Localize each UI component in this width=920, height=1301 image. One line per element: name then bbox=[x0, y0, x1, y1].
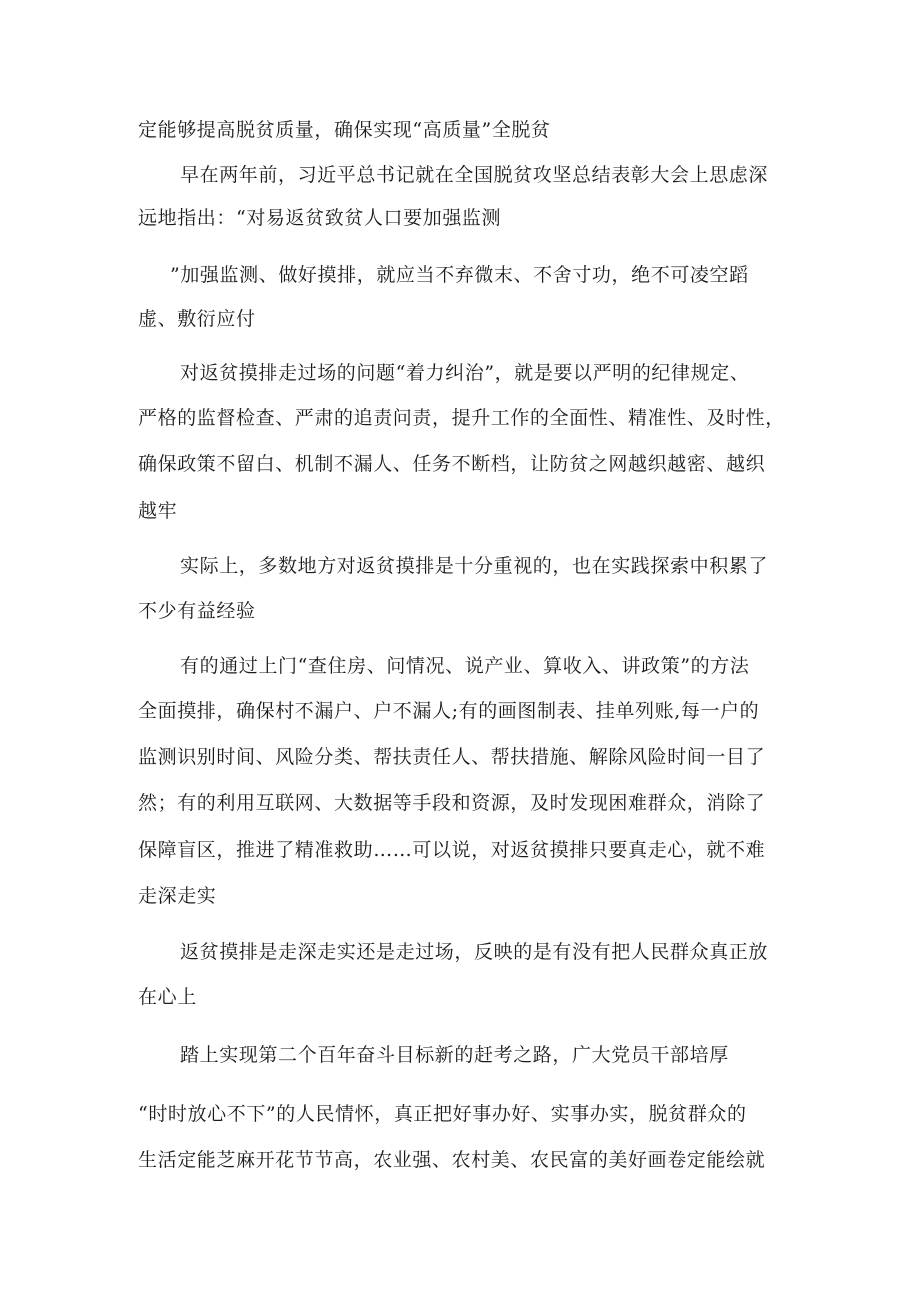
text-line: 全面摸排，确保村不漏户、户不漏人;有的画图制表、挂单列账,每一户的 bbox=[138, 700, 760, 722]
text-line: 早在两年前，习近平总书记就在全国脱贫攻坚总结表彰大会上思虑深 bbox=[180, 164, 769, 186]
text-line: 生活定能芝麻开花节节高，农业强、农村美、农民富的美好画卷定能绘就 bbox=[138, 1149, 766, 1171]
text-line: 越牢 bbox=[138, 500, 178, 522]
text-line: 实际上，多数地方对返贫摸排是十分重视的，也在实践探索中积累了 bbox=[180, 555, 769, 577]
text-line: 远地指出：“对易返贫致贫人口要加强监测 bbox=[138, 207, 502, 229]
text-line: 对返贫摸排走过场的问题“着力纠治”，就是要以严明的纪律规定、 bbox=[180, 362, 750, 384]
text-line: 在心上 bbox=[138, 986, 197, 1008]
text-line: “时时放心不下”的人民情怀，真正把好事办好、实事办实，脱贫群众的 bbox=[138, 1103, 747, 1125]
text-line: 返贫摸排是走深走实还是走过场，反映的是有没有把人民群众真正放 bbox=[180, 941, 769, 963]
text-line: 监测识别时间、风险分类、帮扶责任人、帮扶措施、解除风险时间一目了 bbox=[138, 746, 766, 768]
text-line: ”加强监测、做好摸排，就应当不弃微末、不舍寸功，绝不可凌空蹈 bbox=[170, 264, 749, 286]
text-line: 然；有的利用互联网、大数据等手段和资源，及时发现困难群众，消除了 bbox=[138, 792, 766, 814]
text-line: 保障盲区，推进了精准救助……可以说，对返贫摸排只要真走心，就不难 bbox=[138, 839, 766, 861]
text-line: 不少有益经验 bbox=[138, 600, 256, 622]
text-line: 定能够提高脱贫质量，确保实现“高质量”全脱贫 bbox=[138, 119, 551, 141]
text-line: 踏上实现第二个百年奋斗目标新的赶考之路，广大党员干部培厚 bbox=[180, 1044, 729, 1066]
text-line: 确保政策不留白、机制不漏人、任务不断档，让防贫之网越织越密、越织 bbox=[138, 453, 766, 475]
text-line: 严格的监督检查、严肃的追责问责，提升工作的全面性、精准性、及时性， bbox=[138, 407, 785, 429]
text-line: 走深走实 bbox=[138, 885, 217, 907]
text-line: 有的通过上门“查住房、问情况、说产业、算收入、讲政策”的方法 bbox=[180, 655, 750, 677]
text-line: 虚、敷衍应付 bbox=[138, 308, 256, 330]
